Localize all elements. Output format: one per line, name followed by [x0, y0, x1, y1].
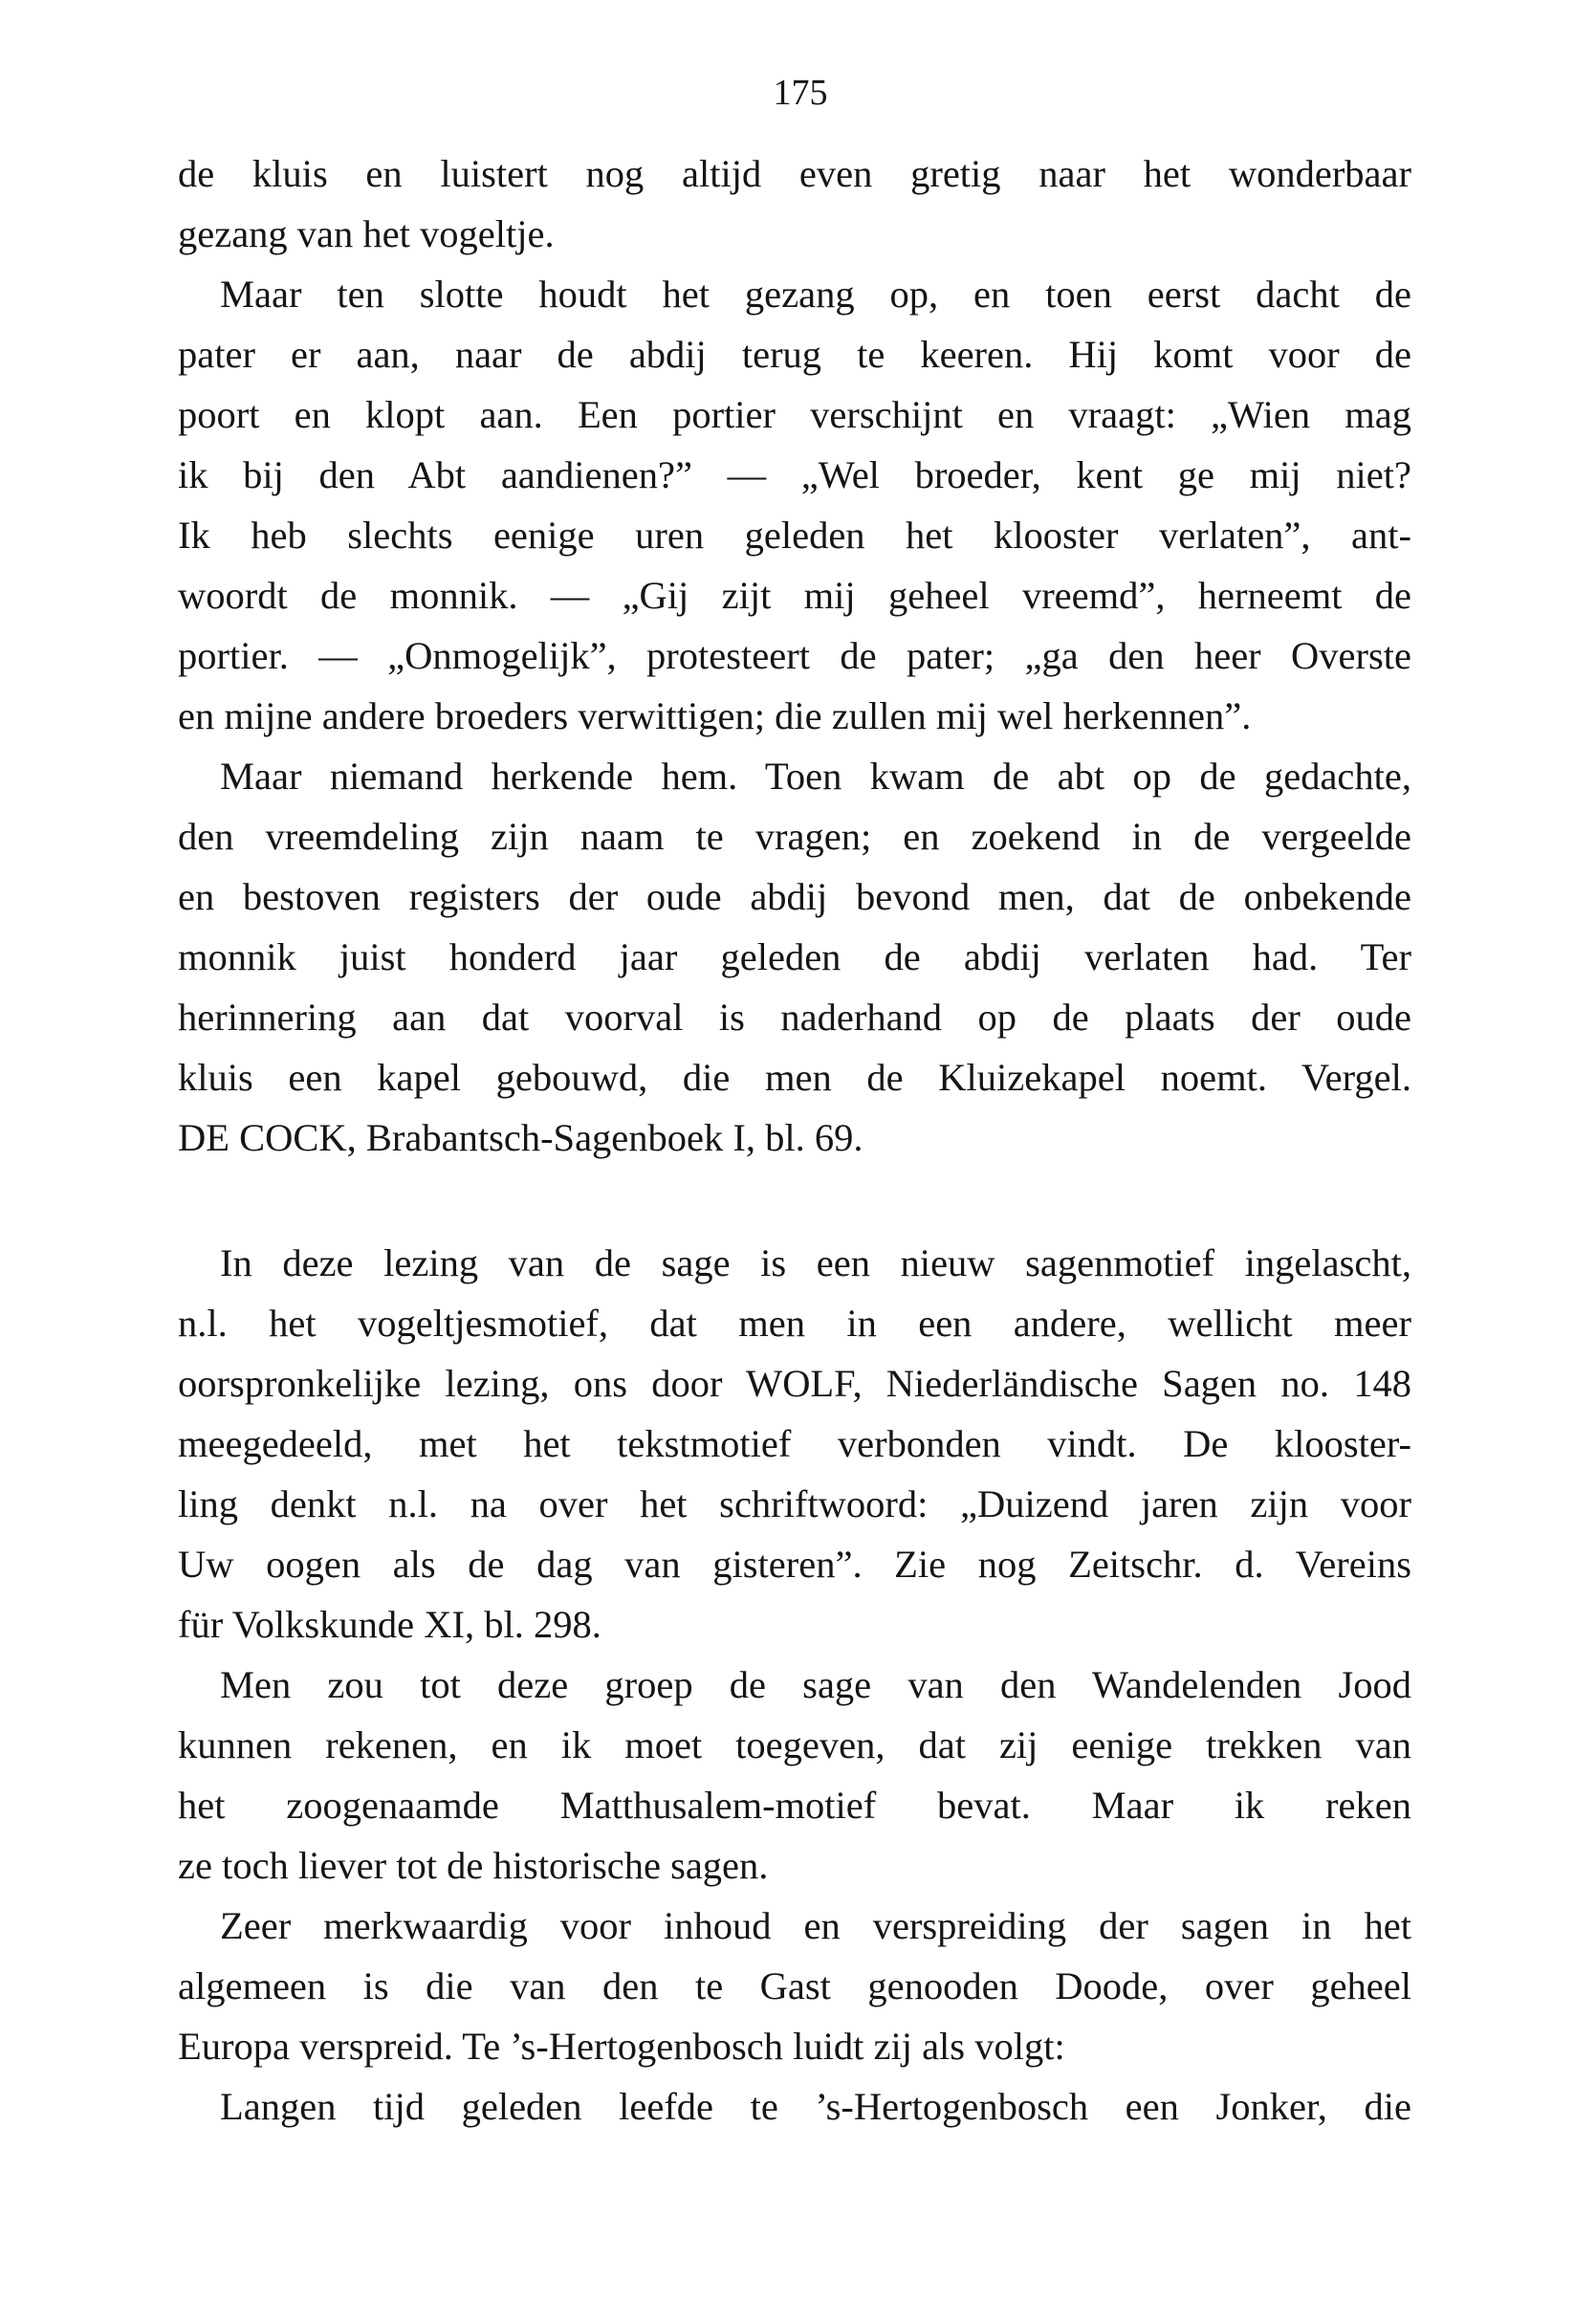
- text-line: Ik heb slechts eenige uren geleden het klooster verlaten”, ant-: [178, 514, 1411, 557]
- text-line: für Volkskunde XI, bl. 298.: [178, 1603, 601, 1646]
- text-block-lower: [178, 1233, 1411, 2137]
- text-line: kluis een kapel gebouwd, die men de Kluizekapel noemt. Vergel.: [178, 1056, 1411, 1099]
- text-line: portier. — „Onmogelijk”, protesteert de pater; „ga den heer Overste: [178, 634, 1411, 677]
- text-line: Maar ten slotte houdt het gezang op, en toen eerst dacht de: [220, 273, 1411, 316]
- text-line: Men zou tot deze groep de sage van den Wandelenden Jood: [220, 1663, 1411, 1706]
- text-line: Zeer merkwaardig voor inhoud en verspreiding der sagen in het: [220, 1904, 1411, 1947]
- text-line: het zoogenaamde Matthusalem-motief bevat. Maar ik reken: [178, 1784, 1411, 1827]
- text-line: en mijne andere broeders verwittigen; die zullen mij wel herkennen”.: [178, 694, 1252, 737]
- text-line: ik bij den Abt aandienen?” — „Wel broeder, kent ge mij niet?: [178, 453, 1411, 496]
- text-line: Europa verspreid. Te ’s-Hertogenbosch luidt zij als volgt:: [178, 2025, 1065, 2068]
- text-block-upper: [178, 143, 1411, 1168]
- text-line: oorspronkelijke lezing, ons door WOLF, Niederländische Sagen no. 148: [178, 1362, 1411, 1405]
- text-line: ling denkt n.l. na over het schriftwoord: „Duizend jaren zijn voor: [178, 1482, 1411, 1525]
- text-line: en bestoven registers der oude abdij bevond men, dat de onbekende: [178, 875, 1411, 918]
- text-line: ze toch liever tot de historische sagen.: [178, 1844, 769, 1887]
- text-line: pater er aan, naar de abdij terug te keeren. Hij komt voor de: [178, 333, 1411, 376]
- text-line: monnik juist honderd jaar geleden de abdij verlaten had. Ter: [178, 935, 1411, 978]
- text-line: meegedeeld, met het tekstmotief verbonden vindt. De klooster-: [178, 1422, 1411, 1465]
- text-line: gezang van het vogeltje.: [178, 212, 555, 255]
- text-line: herinnering aan dat voorval is naderhand op de plaats der oude: [178, 996, 1411, 1039]
- text-line: Langen tijd geleden leefde te ’s-Hertogenbosch een Jonker, die: [220, 2085, 1411, 2128]
- text-line: de kluis en luistert nog altijd even gretig naar het wonderbaar: [178, 152, 1411, 195]
- text-line: Maar niemand herkende hem. Toen kwam de abt op de gedachte,: [220, 755, 1411, 798]
- text-line: n.l. het vogeltjesmotief, dat men in een andere, wellicht meer: [178, 1302, 1411, 1345]
- text-line: kunnen rekenen, en ik moet toegeven, dat zij eenige trekken van: [178, 1723, 1411, 1766]
- text-line: den vreemdeling zijn naam te vragen; en zoekend in de vergeelde: [178, 815, 1411, 858]
- text-line: woordt de monnik. — „Gij zijt mij geheel vreemd”, herneemt de: [178, 574, 1411, 617]
- text-line: In deze lezing van de sage is een nieuw sagenmotief ingelascht,: [220, 1241, 1411, 1284]
- text-line: DE COCK, Brabantsch-Sagenboek I, bl. 69.: [178, 1116, 864, 1159]
- text-line: Uw oogen als de dag van gisteren”. Zie nog Zeitschr. d. Vereins: [178, 1543, 1411, 1586]
- text-line: poort en klopt aan. Een portier verschijnt en vraagt: „Wien mag: [178, 393, 1411, 436]
- text-line: algemeen is die van den te Gast genooden Doode, over geheel: [178, 1964, 1411, 2007]
- page-number: 175: [773, 73, 828, 113]
